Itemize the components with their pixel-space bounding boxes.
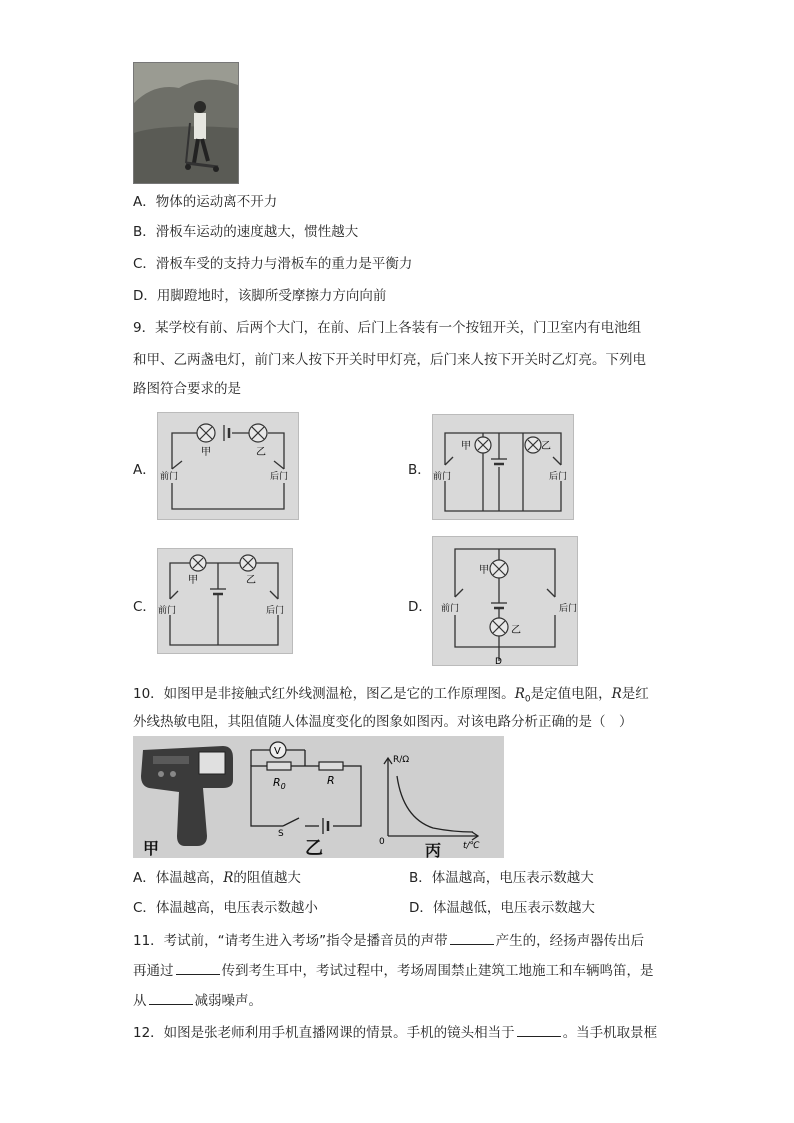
circuit-d-bottom: D (495, 657, 502, 665)
circuit-a-back: 后门 (270, 472, 289, 482)
answer-blank[interactable] (517, 1022, 561, 1037)
circuit-c-lamp2: 乙 (246, 575, 256, 586)
thermometer-gun-icon (141, 746, 233, 846)
q10-option-a: A．体温越高，R的阻值越大 (133, 870, 301, 886)
fig-label-jia: 甲 (143, 839, 160, 858)
q8-option-b: B．滑板车运动的速度越大，惯性越大 (133, 224, 359, 240)
scooter-photo (133, 62, 239, 184)
circuit-c-lamp1: 甲 (188, 575, 198, 586)
q9-option-a-label: A． (133, 462, 156, 478)
q11-line-1: 11．考试前，“请考生进入考场”指令是播音员的声带 产生的，经扬声器传出后 (133, 930, 644, 951)
q9-option-b-label: B． (408, 462, 431, 478)
fig-label-bing: 丙 (425, 841, 442, 858)
q9-line-1: 9．某学校有前、后两个大门，在前、后门上各装有一个按钮开关，门卫室内有电池组 (133, 320, 642, 336)
circuit-b-lamp1: 甲 (461, 441, 471, 452)
circuit-d-front: 前门 (441, 604, 460, 614)
fig-label-yi: 乙 (305, 838, 323, 858)
fig-origin-label: 0 (379, 837, 385, 847)
answer-blank[interactable] (149, 990, 193, 1005)
circuit-a-front: 前门 (160, 472, 179, 482)
circuit-b-back: 后门 (549, 472, 568, 482)
circuit-c-back: 后门 (266, 606, 285, 616)
circuit-a-lamp2: 乙 (256, 447, 266, 458)
q10-line-1: 10．如图甲是非接触式红外线测温枪，图乙是它的工作原理图。$R_0$是定值电阻，R是红 (133, 686, 649, 705)
answer-blank[interactable] (450, 930, 494, 945)
circuit-d-lamp1: 甲 (479, 565, 489, 576)
q10-option-b: B．体温越高，电压表示数越大 (409, 870, 594, 886)
q12-line-1: 12．如图是张老师利用手机直播网课的情景。手机的镜头相当于 。当手机取景框 (133, 1022, 657, 1043)
q9-option-c-label: C． (133, 599, 156, 615)
q10-figure (133, 736, 504, 858)
q9-line-2: 和甲、乙两盏电灯，前门来人按下开关时甲灯亮，后门来人按下开关时乙灯亮。下列电 (133, 352, 646, 368)
circuit-b-front: 前门 (433, 472, 452, 482)
q10-line-2: 外线热敏电阻，其阻值随人体温度变化的图象如图丙。对该电路分析正确的是（ ） (133, 714, 633, 730)
q10-option-d: D．体温越低，电压表示数越大 (409, 900, 595, 916)
answer-blank[interactable] (176, 960, 220, 975)
circuit-d (432, 536, 578, 666)
fig-x-axis-label: t/℃ (463, 841, 480, 851)
fig-y-axis-label: R/Ω (393, 755, 410, 765)
circuit-c-front: 前门 (158, 606, 177, 616)
q8-option-c: C．滑板车受的支持力与滑板车的重力是平衡力 (133, 256, 413, 272)
fig-r0-label: $R_0$ (273, 776, 286, 791)
circuit-d-back: 后门 (559, 604, 577, 614)
q9-option-d-label: D． (408, 599, 432, 615)
circuit-b-lamp2: 乙 (541, 441, 551, 452)
voltmeter-label: V (274, 746, 281, 757)
circuit-a (157, 412, 299, 520)
scooter-photo-drawing (134, 63, 238, 183)
q11-line-2: 再通过 传到考生耳中，考试过程中，考场周围禁止建筑工地施工和车辆鸣笛，是 (133, 960, 654, 981)
fig-r-label: R (327, 774, 335, 787)
q10-option-c: C．体温越高，电压表示数越小 (133, 900, 318, 916)
q11-line-3: 从 减弱噪声。 (133, 990, 262, 1011)
circuit-d-lamp2: 乙 (511, 625, 521, 636)
fig-switch-label: S (278, 829, 284, 839)
r0-symbol: R (514, 686, 525, 702)
q8-option-d: D．用脚蹬地时，该脚所受摩擦力方向向前 (133, 288, 387, 304)
circuit-a-lamp1: 甲 (201, 447, 211, 458)
q8-option-a: A．物体的运动离不开力 (133, 194, 278, 210)
circuit-c (157, 548, 293, 654)
circuit-b (432, 414, 574, 520)
q9-line-3: 路图符合要求的是 (133, 381, 241, 397)
